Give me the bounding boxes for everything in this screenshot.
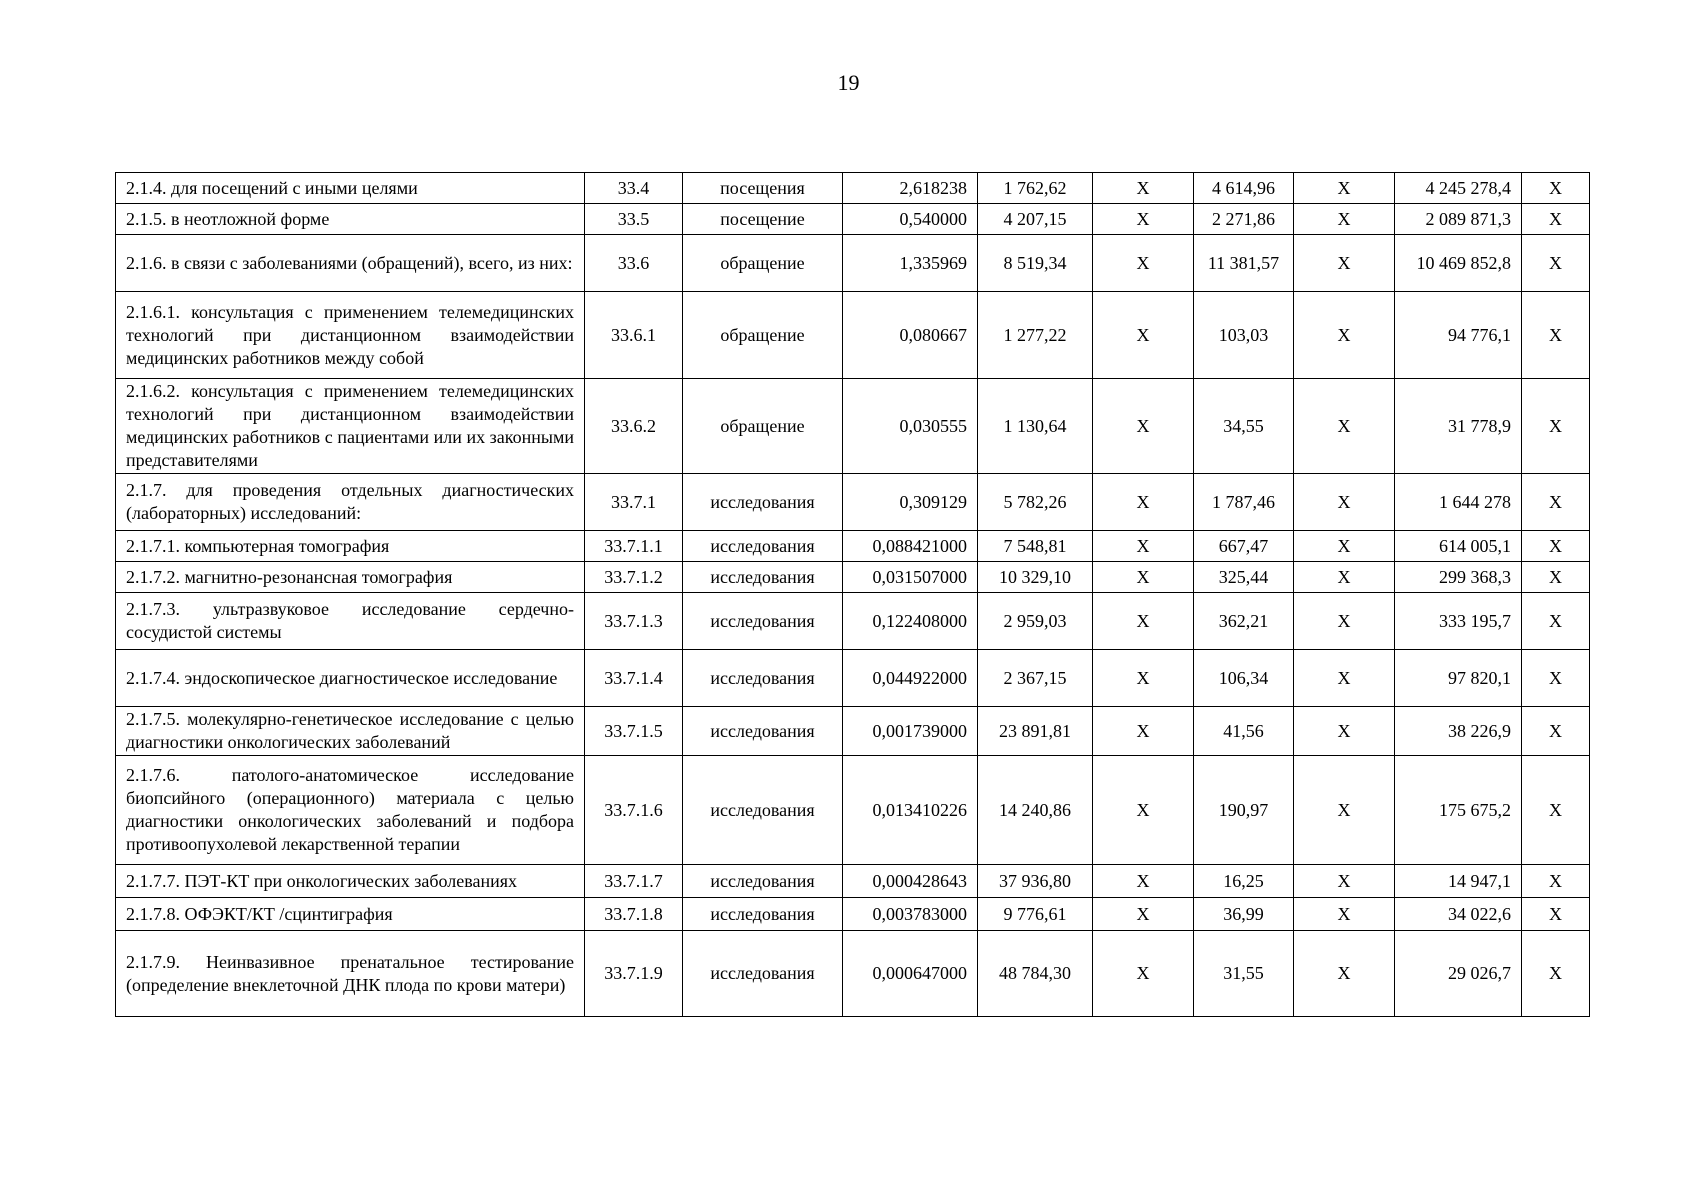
unit-cell: исследования xyxy=(683,531,843,562)
table-row xyxy=(116,173,1590,204)
service-name-cell: 2.1.7.3. ультразвуковое исследование сердечно-сосудистой системы xyxy=(116,593,585,650)
per-capita-cell: 325,44 xyxy=(1194,562,1294,593)
unit-cost-cell: 2 959,03 xyxy=(978,593,1093,650)
table-row xyxy=(116,707,1590,756)
total-cell: 14 947,1 xyxy=(1395,865,1522,898)
norm-cell: 0,000428643 xyxy=(843,865,978,898)
service-name-cell: 2.1.6.2. консультация с применением телемедицинских технологий при дистанционном взаимодействии медицинских работников с пациентами или их законными представителями xyxy=(116,379,585,474)
per-capita-cell: 106,34 xyxy=(1194,650,1294,707)
per-capita-cell: 2 271,86 xyxy=(1194,204,1294,235)
x-mark-cell: X xyxy=(1093,707,1194,756)
unit-cell: исследования xyxy=(683,931,843,1017)
unit-cell: исследования xyxy=(683,756,843,865)
row-code-cell: 33.6.1 xyxy=(585,292,683,379)
unit-cell: исследования xyxy=(683,707,843,756)
x-mark-cell: X xyxy=(1522,865,1590,898)
table-row xyxy=(116,756,1590,865)
service-name-cell: 2.1.5. в неотложной форме xyxy=(116,204,585,235)
x-mark-cell: X xyxy=(1522,235,1590,292)
x-mark-cell: X xyxy=(1294,650,1395,707)
unit-cost-cell: 7 548,81 xyxy=(978,531,1093,562)
service-name-cell: 2.1.4. для посещений с иными целями xyxy=(116,173,585,204)
total-cell: 94 776,1 xyxy=(1395,292,1522,379)
unit-cell: исследования xyxy=(683,474,843,531)
total-cell: 1 644 278 xyxy=(1395,474,1522,531)
total-cell: 34 022,6 xyxy=(1395,898,1522,931)
row-code-cell: 33.7.1.4 xyxy=(585,650,683,707)
unit-cost-cell: 1 762,62 xyxy=(978,173,1093,204)
table-row xyxy=(116,931,1590,1017)
row-code-cell: 33.6.2 xyxy=(585,379,683,474)
x-mark-cell: X xyxy=(1522,756,1590,865)
per-capita-cell: 4 614,96 xyxy=(1194,173,1294,204)
x-mark-cell: X xyxy=(1093,898,1194,931)
unit-cost-cell: 2 367,15 xyxy=(978,650,1093,707)
x-mark-cell: X xyxy=(1294,292,1395,379)
unit-cell: обращение xyxy=(683,379,843,474)
row-code-cell: 33.7.1.9 xyxy=(585,931,683,1017)
row-code-cell: 33.7.1.2 xyxy=(585,562,683,593)
norm-cell: 0,044922000 xyxy=(843,650,978,707)
unit-cell: исследования xyxy=(683,650,843,707)
x-mark-cell: X xyxy=(1522,531,1590,562)
x-mark-cell: X xyxy=(1522,474,1590,531)
row-code-cell: 33.7.1.7 xyxy=(585,865,683,898)
table-row xyxy=(116,204,1590,235)
norm-cell: 0,001739000 xyxy=(843,707,978,756)
norm-cell: 0,000647000 xyxy=(843,931,978,1017)
service-name-cell: 2.1.7.2. магнитно-резонансная томография xyxy=(116,562,585,593)
per-capita-cell: 31,55 xyxy=(1194,931,1294,1017)
norm-cell: 0,003783000 xyxy=(843,898,978,931)
total-cell: 4 245 278,4 xyxy=(1395,173,1522,204)
table-row xyxy=(116,474,1590,531)
x-mark-cell: X xyxy=(1093,474,1194,531)
x-mark-cell: X xyxy=(1294,898,1395,931)
service-name-cell: 2.1.6. в связи с заболеваниями (обращений), всего, из них: xyxy=(116,235,585,292)
total-cell: 299 368,3 xyxy=(1395,562,1522,593)
per-capita-cell: 36,99 xyxy=(1194,898,1294,931)
per-capita-cell: 34,55 xyxy=(1194,379,1294,474)
x-mark-cell: X xyxy=(1294,173,1395,204)
x-mark-cell: X xyxy=(1093,756,1194,865)
table-row xyxy=(116,562,1590,593)
norm-cell: 0,080667 xyxy=(843,292,978,379)
x-mark-cell: X xyxy=(1093,173,1194,204)
unit-cost-cell: 5 782,26 xyxy=(978,474,1093,531)
x-mark-cell: X xyxy=(1294,379,1395,474)
row-code-cell: 33.7.1.5 xyxy=(585,707,683,756)
table-row xyxy=(116,292,1590,379)
x-mark-cell: X xyxy=(1522,931,1590,1017)
norm-cell: 0,122408000 xyxy=(843,593,978,650)
unit-cost-cell: 48 784,30 xyxy=(978,931,1093,1017)
unit-cell: исследования xyxy=(683,865,843,898)
x-mark-cell: X xyxy=(1093,531,1194,562)
x-mark-cell: X xyxy=(1522,593,1590,650)
service-name-cell: 2.1.7.1. компьютерная томография xyxy=(116,531,585,562)
service-name-cell: 2.1.7.7. ПЭТ-КТ при онкологических заболеваниях xyxy=(116,865,585,898)
table-body xyxy=(116,173,1590,1017)
norm-cell: 0,013410226 xyxy=(843,756,978,865)
total-cell: 97 820,1 xyxy=(1395,650,1522,707)
service-name-cell: 2.1.6.1. консультация с применением телемедицинских технологий при дистанционном взаимодействии медицинских работников между собой xyxy=(116,292,585,379)
norm-cell: 0,540000 xyxy=(843,204,978,235)
x-mark-cell: X xyxy=(1294,531,1395,562)
x-mark-cell: X xyxy=(1522,707,1590,756)
per-capita-cell: 103,03 xyxy=(1194,292,1294,379)
total-cell: 2 089 871,3 xyxy=(1395,204,1522,235)
row-code-cell: 33.7.1 xyxy=(585,474,683,531)
total-cell: 10 469 852,8 xyxy=(1395,235,1522,292)
x-mark-cell: X xyxy=(1093,204,1194,235)
x-mark-cell: X xyxy=(1294,865,1395,898)
table-row xyxy=(116,593,1590,650)
unit-cost-cell: 4 207,15 xyxy=(978,204,1093,235)
x-mark-cell: X xyxy=(1093,235,1194,292)
row-code-cell: 33.7.1.8 xyxy=(585,898,683,931)
norm-cell: 2,618238 xyxy=(843,173,978,204)
table-row xyxy=(116,865,1590,898)
table-row xyxy=(116,235,1590,292)
total-cell: 38 226,9 xyxy=(1395,707,1522,756)
x-mark-cell: X xyxy=(1093,379,1194,474)
table-row xyxy=(116,650,1590,707)
norm-cell: 0,309129 xyxy=(843,474,978,531)
x-mark-cell: X xyxy=(1093,562,1194,593)
row-code-cell: 33.5 xyxy=(585,204,683,235)
total-cell: 29 026,7 xyxy=(1395,931,1522,1017)
service-name-cell: 2.1.7.6. патолого-анатомическое исследование биопсийного (операционного) материала с целью диагностики онкологических заболеваний и подбора противоопухолевой лекарственной терапии xyxy=(116,756,585,865)
x-mark-cell: X xyxy=(1522,650,1590,707)
x-mark-cell: X xyxy=(1522,562,1590,593)
norm-cell: 0,088421000 xyxy=(843,531,978,562)
x-mark-cell: X xyxy=(1294,593,1395,650)
x-mark-cell: X xyxy=(1093,593,1194,650)
x-mark-cell: X xyxy=(1093,650,1194,707)
unit-cost-cell: 37 936,80 xyxy=(978,865,1093,898)
row-code-cell: 33.7.1.1 xyxy=(585,531,683,562)
unit-cost-cell: 9 776,61 xyxy=(978,898,1093,931)
total-cell: 31 778,9 xyxy=(1395,379,1522,474)
unit-cell: обращение xyxy=(683,292,843,379)
per-capita-cell: 667,47 xyxy=(1194,531,1294,562)
unit-cost-cell: 10 329,10 xyxy=(978,562,1093,593)
x-mark-cell: X xyxy=(1294,474,1395,531)
x-mark-cell: X xyxy=(1093,292,1194,379)
x-mark-cell: X xyxy=(1522,173,1590,204)
row-code-cell: 33.6 xyxy=(585,235,683,292)
per-capita-cell: 41,56 xyxy=(1194,707,1294,756)
x-mark-cell: X xyxy=(1522,898,1590,931)
row-code-cell: 33.4 xyxy=(585,173,683,204)
norm-cell: 0,031507000 xyxy=(843,562,978,593)
unit-cell: исследования xyxy=(683,562,843,593)
table-row xyxy=(116,379,1590,474)
page-number: 19 xyxy=(837,70,860,95)
per-capita-cell: 190,97 xyxy=(1194,756,1294,865)
unit-cost-cell: 14 240,86 xyxy=(978,756,1093,865)
unit-cost-cell: 23 891,81 xyxy=(978,707,1093,756)
service-name-cell: 2.1.7.8. ОФЭКТ/КТ /сцинтиграфия xyxy=(116,898,585,931)
unit-cost-cell: 1 277,22 xyxy=(978,292,1093,379)
x-mark-cell: X xyxy=(1093,931,1194,1017)
x-mark-cell: X xyxy=(1294,562,1395,593)
unit-cell: исследования xyxy=(683,593,843,650)
per-capita-cell: 362,21 xyxy=(1194,593,1294,650)
x-mark-cell: X xyxy=(1294,931,1395,1017)
service-name-cell: 2.1.7.5. молекулярно-генетическое исследование с целью диагностики онкологических заболеваний xyxy=(116,707,585,756)
per-capita-cell: 16,25 xyxy=(1194,865,1294,898)
per-capita-cell: 11 381,57 xyxy=(1194,235,1294,292)
x-mark-cell: X xyxy=(1522,204,1590,235)
total-cell: 175 675,2 xyxy=(1395,756,1522,865)
service-name-cell: 2.1.7.4. эндоскопическое диагностическое исследование xyxy=(116,650,585,707)
row-code-cell: 33.7.1.6 xyxy=(585,756,683,865)
table-row xyxy=(116,898,1590,931)
x-mark-cell: X xyxy=(1522,292,1590,379)
unit-cell: посещения xyxy=(683,173,843,204)
x-mark-cell: X xyxy=(1294,204,1395,235)
x-mark-cell: X xyxy=(1093,865,1194,898)
table-row xyxy=(116,531,1590,562)
norm-cell: 0,030555 xyxy=(843,379,978,474)
data-table xyxy=(115,172,1590,1017)
x-mark-cell: X xyxy=(1294,756,1395,865)
unit-cost-cell: 8 519,34 xyxy=(978,235,1093,292)
unit-cell: исследования xyxy=(683,898,843,931)
total-cell: 333 195,7 xyxy=(1395,593,1522,650)
x-mark-cell: X xyxy=(1522,379,1590,474)
x-mark-cell: X xyxy=(1294,707,1395,756)
unit-cost-cell: 1 130,64 xyxy=(978,379,1093,474)
service-name-cell: 2.1.7. для проведения отдельных диагностических (лабораторных) исследований: xyxy=(116,474,585,531)
unit-cell: посещение xyxy=(683,204,843,235)
service-name-cell: 2.1.7.9. Неинвазивное пренатальное тестирование (определение внеклеточной ДНК плода по крови матери) xyxy=(116,931,585,1017)
total-cell: 614 005,1 xyxy=(1395,531,1522,562)
norm-cell: 1,335969 xyxy=(843,235,978,292)
x-mark-cell: X xyxy=(1294,235,1395,292)
per-capita-cell: 1 787,46 xyxy=(1194,474,1294,531)
row-code-cell: 33.7.1.3 xyxy=(585,593,683,650)
unit-cell: обращение xyxy=(683,235,843,292)
